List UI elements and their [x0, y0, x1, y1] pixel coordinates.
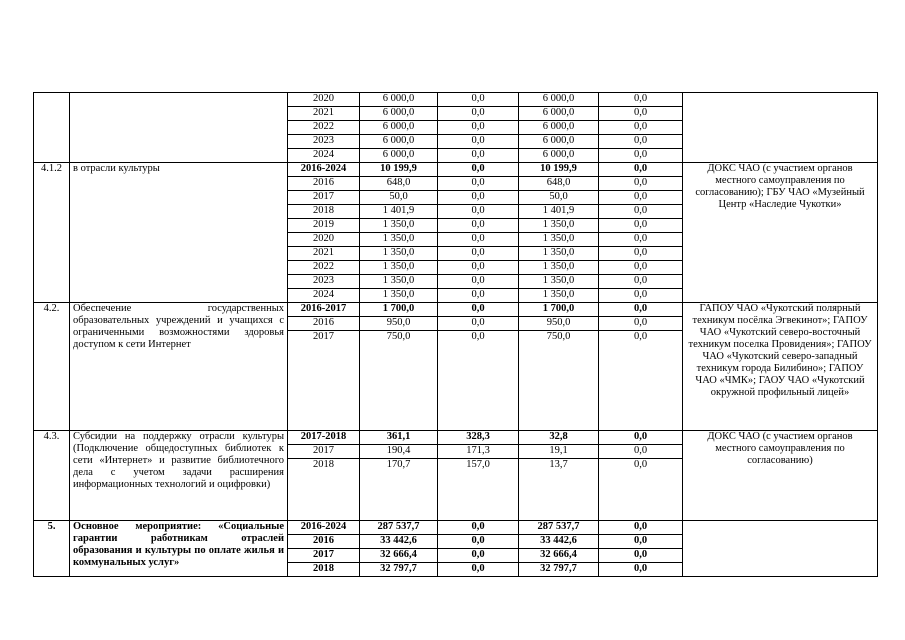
- total-cell: 1 700,0: [360, 303, 438, 317]
- table-row: [34, 521, 878, 535]
- total-cell: 287 537,7: [360, 521, 438, 535]
- period-cell: 2016: [288, 177, 360, 191]
- period-cell: 2016-2017: [288, 303, 360, 317]
- federal-cell: 0,0: [438, 303, 519, 317]
- total-cell: 32 666,4: [360, 549, 438, 563]
- federal-cell: 0,0: [438, 549, 519, 563]
- federal-cell: 0,0: [438, 275, 519, 289]
- period-cell: 2017: [288, 191, 360, 205]
- federal-cell: 0,0: [438, 107, 519, 121]
- total-cell: 1 350,0: [360, 289, 438, 303]
- federal-cell: 0,0: [438, 163, 519, 177]
- regional-cell: 10 199,9: [519, 163, 599, 177]
- regional-cell: 50,0: [519, 191, 599, 205]
- item-number-cell: 4.3.: [34, 431, 70, 521]
- regional-cell: 32,8: [519, 431, 599, 445]
- period-cell: 2022: [288, 121, 360, 135]
- period-cell: 2023: [288, 135, 360, 149]
- local-cell: 0,0: [599, 445, 683, 459]
- period-cell: 2022: [288, 261, 360, 275]
- period-cell: 2016: [288, 317, 360, 331]
- local-cell: 0,0: [599, 163, 683, 177]
- responsible-cell: ДОКС ЧАО (с участием органов местного самоуправления по согласованию); ГБУ ЧАО «Музейный Центр «Наследие Чукотки»: [683, 163, 878, 303]
- period-cell: 2016-2024: [288, 521, 360, 535]
- total-cell: 648,0: [360, 177, 438, 191]
- budget-table: [33, 92, 878, 577]
- federal-cell: 0,0: [438, 261, 519, 275]
- local-cell: 0,0: [599, 121, 683, 135]
- item-name-cell: [70, 93, 288, 163]
- item-number-cell: 5.: [34, 521, 70, 577]
- regional-cell: 6 000,0: [519, 121, 599, 135]
- total-cell: 6 000,0: [360, 121, 438, 135]
- total-cell: 32 797,7: [360, 563, 438, 577]
- item-number-cell: [34, 93, 70, 163]
- local-cell: 0,0: [599, 289, 683, 303]
- period-cell: 2021: [288, 247, 360, 261]
- local-cell: 0,0: [599, 459, 683, 521]
- regional-cell: 32 797,7: [519, 563, 599, 577]
- local-cell: 0,0: [599, 521, 683, 535]
- responsible-cell: ГАПОУ ЧАО «Чукотский полярный техникум посёлка Эгвекинот»; ГАПОУ ЧАО «Чукотский северо-восточный техникум поселка Провидения»; ГАПОУ ЧАО «Чукотский северо-западный техникум города Билибино»; ГАПОУ ЧАО «ЧМК»; ГАОУ ЧАО «Чукотский окружной профильный лицей»: [683, 303, 878, 431]
- period-cell: 2016-2024: [288, 163, 360, 177]
- local-cell: 0,0: [599, 93, 683, 107]
- regional-cell: 13,7: [519, 459, 599, 521]
- regional-cell: 1 350,0: [519, 261, 599, 275]
- table-row: [34, 303, 878, 317]
- regional-cell: 287 537,7: [519, 521, 599, 535]
- total-cell: 6 000,0: [360, 135, 438, 149]
- regional-cell: 33 442,6: [519, 535, 599, 549]
- total-cell: 1 350,0: [360, 261, 438, 275]
- total-cell: 6 000,0: [360, 107, 438, 121]
- total-cell: 1 350,0: [360, 219, 438, 233]
- local-cell: 0,0: [599, 431, 683, 445]
- local-cell: 0,0: [599, 191, 683, 205]
- federal-cell: 0,0: [438, 121, 519, 135]
- regional-cell: 1 700,0: [519, 303, 599, 317]
- total-cell: 750,0: [360, 331, 438, 431]
- period-cell: 2018: [288, 205, 360, 219]
- federal-cell: 0,0: [438, 331, 519, 431]
- regional-cell: 6 000,0: [519, 93, 599, 107]
- regional-cell: 648,0: [519, 177, 599, 191]
- federal-cell: 0,0: [438, 205, 519, 219]
- regional-cell: 750,0: [519, 331, 599, 431]
- period-cell: 2017: [288, 549, 360, 563]
- regional-cell: 1 350,0: [519, 275, 599, 289]
- local-cell: 0,0: [599, 247, 683, 261]
- total-cell: 1 350,0: [360, 247, 438, 261]
- local-cell: 0,0: [599, 275, 683, 289]
- item-number-cell: 4.2.: [34, 303, 70, 431]
- federal-cell: 0,0: [438, 135, 519, 149]
- local-cell: 0,0: [599, 317, 683, 331]
- local-cell: 0,0: [599, 135, 683, 149]
- period-cell: 2016: [288, 535, 360, 549]
- federal-cell: 328,3: [438, 431, 519, 445]
- federal-cell: 0,0: [438, 93, 519, 107]
- period-cell: 2018: [288, 459, 360, 521]
- total-cell: 950,0: [360, 317, 438, 331]
- responsible-cell: ДОКС ЧАО (с участием органов местного самоуправления по согласованию): [683, 431, 878, 521]
- local-cell: 0,0: [599, 549, 683, 563]
- item-name-cell: Обеспечение государственных образовательных учреждений и учащихся с ограниченными возможностями здоровья доступом к сети Интернет: [70, 303, 288, 431]
- regional-cell: 1 350,0: [519, 247, 599, 261]
- regional-cell: 950,0: [519, 317, 599, 331]
- local-cell: 0,0: [599, 149, 683, 163]
- responsible-cell: [683, 521, 878, 577]
- regional-cell: 6 000,0: [519, 107, 599, 121]
- regional-cell: 19,1: [519, 445, 599, 459]
- total-cell: 6 000,0: [360, 149, 438, 163]
- local-cell: 0,0: [599, 107, 683, 121]
- local-cell: 0,0: [599, 233, 683, 247]
- federal-cell: 0,0: [438, 317, 519, 331]
- regional-cell: 1 350,0: [519, 289, 599, 303]
- total-cell: 6 000,0: [360, 93, 438, 107]
- item-name-cell: Субсидии на поддержку отрасли культуры (Подключение общедоступных библиотек к сети «Интернет» и развитие библиотечного дела с учетом задачи расширения информационных технологий и оцифровки): [70, 431, 288, 521]
- local-cell: 0,0: [599, 563, 683, 577]
- regional-cell: 32 666,4: [519, 549, 599, 563]
- total-cell: 10 199,9: [360, 163, 438, 177]
- period-cell: 2021: [288, 107, 360, 121]
- federal-cell: 171,3: [438, 445, 519, 459]
- table-row: [34, 163, 878, 177]
- period-cell: 2020: [288, 233, 360, 247]
- item-number-cell: 4.1.2: [34, 163, 70, 303]
- total-cell: 170,7: [360, 459, 438, 521]
- federal-cell: 0,0: [438, 521, 519, 535]
- period-cell: 2018: [288, 563, 360, 577]
- table-row: [34, 93, 878, 107]
- period-cell: 2019: [288, 219, 360, 233]
- regional-cell: 6 000,0: [519, 149, 599, 163]
- federal-cell: 0,0: [438, 177, 519, 191]
- period-cell: 2020: [288, 93, 360, 107]
- responsible-cell: [683, 93, 878, 163]
- table-body: [34, 93, 878, 577]
- federal-cell: 157,0: [438, 459, 519, 521]
- total-cell: 1 350,0: [360, 275, 438, 289]
- period-cell: 2017-2018: [288, 431, 360, 445]
- period-cell: 2023: [288, 275, 360, 289]
- federal-cell: 0,0: [438, 149, 519, 163]
- item-name-cell: Основное мероприятие: «Социальные гарантии работникам отраслей образования и культуры по оплате жилья и коммунальных услуг»: [70, 521, 288, 577]
- total-cell: 50,0: [360, 191, 438, 205]
- local-cell: 0,0: [599, 219, 683, 233]
- regional-cell: 1 350,0: [519, 219, 599, 233]
- table-row: [34, 431, 878, 445]
- local-cell: 0,0: [599, 205, 683, 219]
- federal-cell: 0,0: [438, 563, 519, 577]
- federal-cell: 0,0: [438, 191, 519, 205]
- total-cell: 1 401,9: [360, 205, 438, 219]
- regional-cell: 1 401,9: [519, 205, 599, 219]
- total-cell: 190,4: [360, 445, 438, 459]
- period-cell: 2017: [288, 445, 360, 459]
- federal-cell: 0,0: [438, 289, 519, 303]
- period-cell: 2024: [288, 289, 360, 303]
- local-cell: 0,0: [599, 303, 683, 317]
- period-cell: 2017: [288, 331, 360, 431]
- local-cell: 0,0: [599, 535, 683, 549]
- federal-cell: 0,0: [438, 233, 519, 247]
- federal-cell: 0,0: [438, 247, 519, 261]
- federal-cell: 0,0: [438, 535, 519, 549]
- total-cell: 33 442,6: [360, 535, 438, 549]
- local-cell: 0,0: [599, 177, 683, 191]
- federal-cell: 0,0: [438, 219, 519, 233]
- period-cell: 2024: [288, 149, 360, 163]
- total-cell: 361,1: [360, 431, 438, 445]
- local-cell: 0,0: [599, 331, 683, 431]
- item-name-cell: в отрасли культуры: [70, 163, 288, 303]
- local-cell: 0,0: [599, 261, 683, 275]
- regional-cell: 6 000,0: [519, 135, 599, 149]
- regional-cell: 1 350,0: [519, 233, 599, 247]
- total-cell: 1 350,0: [360, 233, 438, 247]
